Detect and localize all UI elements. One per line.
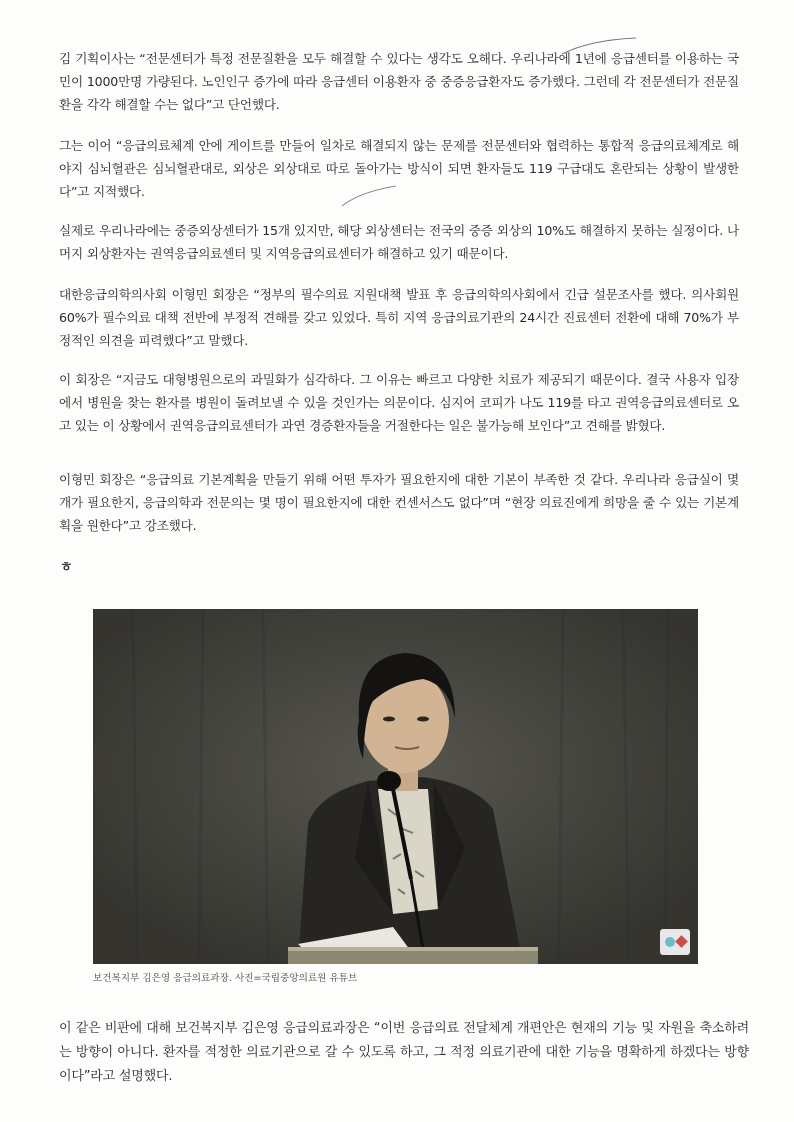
paragraph-2: 그는 이어 “응급의료체계 안에 게이트를 만들어 일차로 해결되지 않는 문제를 전문센터와 협력하는 통합적 응급의료체계로 해야지 심뇌혈관은 심뇌혈관대로, 외상은 외상대로 따로 돌아가는 방식이 되면 환자들도 119 구급대도 혼란되는 상황이 발생한다”고 지적했다. xyxy=(59,138,739,199)
pen-mark xyxy=(560,34,640,58)
paragraph-1: 김 기획이사는 “전문센터가 특정 전문질환을 모두 해결할 수 있다는 생각도 오해다. 우리나라에 1년에 응급센터를 이용하는 국민이 1000만명 가량된다. 노인인구 증가에 따라 응급센터 이용환자 중 중증응급환자도 증가했다. 그런데 각 전문센터가 전문질환을 각각 해결할 수는 없다”고 단언했다. xyxy=(59,51,739,112)
closing-paragraph: 이 같은 비판에 대해 보건복지부 김은영 응급의료과장은 “이번 응급의료 전달체계 개편안은 현재의 기능 및 자원을 축소하려는 방향이 아니다. 환자를 적정한 의료기관으로 갈 수 있도록 하고, 그 적정 의료기관에 대한 기능을 명확하게 하겠다는 방향이다”라고 설명했다. xyxy=(59,1021,749,1084)
section-marker: ㅎ xyxy=(60,560,73,575)
photo-caption: 보건복지부 김은영 응급의료과장. 사진=국립중앙의료원 유튜브 xyxy=(93,973,358,984)
paragraph-6: 이형민 회장은 “응급의료 기본계획을 만들기 위해 어떤 투자가 필요한지에 대한 기본이 부족한 것 같다. 우리나라 응급실이 몇 개가 필요한지, 응급의학과 전문의는 몇 명이 필요한지에 대한 컨센서스도 없다”며 “현장 의료진에게 희망을 줄 수 있는 기본계획을 원한다”고 강조했다. xyxy=(59,472,739,533)
paragraph-3: 실제로 우리나라에는 중증외상센터가 15개 있지만, 해당 외상센터는 전국의 중증 외상의 10%도 해결하지 못하는 실정이다. 나머지 외상환자는 권역응급의료센터 및 지역응급의료센터가 해결하고 있기 때문이다. xyxy=(59,223,739,261)
paragraph-4: 대한응급의학의사회 이형민 회장은 “정부의 필수의료 지원대책 발표 후 응급의학의사회에서 긴급 설문조사를 했다. 의사회원 60%가 필수의료 대책 전반에 부정적 견해를 갖고 있었다. 특히 지역 응급의료기관의 24시간 진료센터 전환에 대해 70%가 부정적인 의견을 피력했다”고 말했다. xyxy=(59,287,739,348)
pen-mark xyxy=(340,180,400,210)
paragraph-5: 이 회장은 “지금도 대형병원으로의 과밀화가 심각하다. 그 이유는 빠르고 다양한 치료가 제공되기 때문이다. 결국 사용자 입장에서 병원을 찾는 환자를 병원이 돌려보낼 수 있을 것인가는 의문이다. 심지어 코피가 나도 119를 타고 권역응급의료센터로 오고 있는 이 상황에서 권역응급의료센터가 과연 경증환자들을 거절한다는 일은 불가능해 보인다”고 견해를 밝혔다. xyxy=(59,372,739,433)
speaker-photo xyxy=(93,609,698,964)
